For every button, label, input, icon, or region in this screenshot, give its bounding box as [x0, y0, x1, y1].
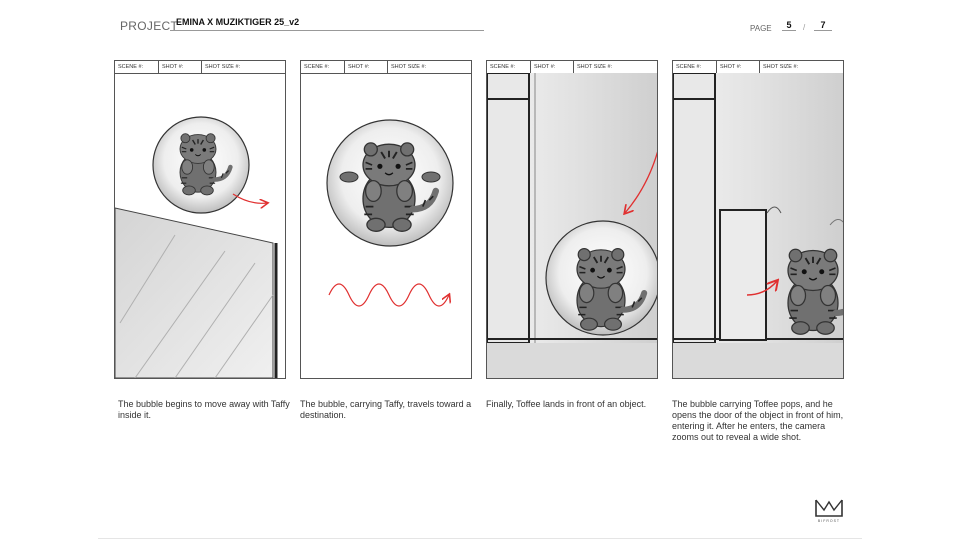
page-current-number: 5 — [782, 20, 796, 31]
shot-size-field-label: SHOT SIZE #: — [391, 64, 427, 70]
storyboard-panel-4 — [672, 60, 844, 379]
panel-2-caption: The bubble, carrying Taffy, travels toward a destination. — [300, 399, 472, 420]
storyboard-header — [120, 16, 850, 38]
project-label: PROJECT — [120, 19, 179, 33]
floor — [673, 343, 843, 378]
scene-field-label: SCENE #: — [487, 61, 531, 73]
panel-2-sketch — [301, 73, 471, 378]
storyboard-panel-2 — [300, 60, 472, 379]
project-title-underline — [170, 30, 484, 31]
logo-wordmark: BIFROST — [817, 519, 841, 523]
wall-panel — [673, 73, 715, 343]
shot-field-label: SHOT #: — [345, 61, 388, 73]
page-total-number: 7 — [814, 20, 832, 31]
footer-divider — [98, 538, 862, 539]
object-door — [720, 210, 766, 340]
scene-field-label: SCENE #: — [673, 61, 717, 73]
panel-4-sketch — [673, 73, 843, 378]
wavy-motion-arrow — [329, 284, 449, 306]
shot-size-field-label: SHOT SIZE #: — [577, 64, 613, 70]
shot-field-label: SHOT #: — [531, 61, 574, 73]
panel-3-caption: Finally, Toffee lands in front of an object. — [486, 399, 647, 409]
panel-4-caption: The bubble carrying Toffee pops, and he opens the door of the object in front of him, entering it. After he enters, the camera zooms out to reveal a wide shot. — [672, 399, 844, 442]
shot-size-field-label: SHOT SIZE #: — [763, 64, 799, 70]
page-label: PAGE — [750, 24, 772, 33]
panel-3-sketch — [487, 73, 657, 378]
scene-field-label: SCENE #: — [115, 61, 159, 73]
project-title: EMINA X MUZIKTIGER 25_v2 — [176, 17, 300, 27]
panel-1-sketch — [115, 73, 285, 378]
storyboard-panel-1 — [114, 60, 286, 379]
wall-panel — [487, 73, 529, 343]
shot-field-label: SHOT #: — [717, 61, 760, 73]
scene-field-label: SCENE #: — [301, 61, 345, 73]
studio-logo — [811, 498, 847, 526]
page-separator: / — [803, 23, 806, 32]
floor — [487, 343, 657, 378]
shot-size-field-label: SHOT SIZE #: — [205, 64, 241, 70]
shot-field-label: SHOT #: — [159, 61, 202, 73]
panel-1-caption: The bubble begins to move away with Taffy inside it. — [118, 399, 290, 420]
logo-mark-icon — [811, 498, 847, 518]
storyboard-panel-3 — [486, 60, 658, 379]
